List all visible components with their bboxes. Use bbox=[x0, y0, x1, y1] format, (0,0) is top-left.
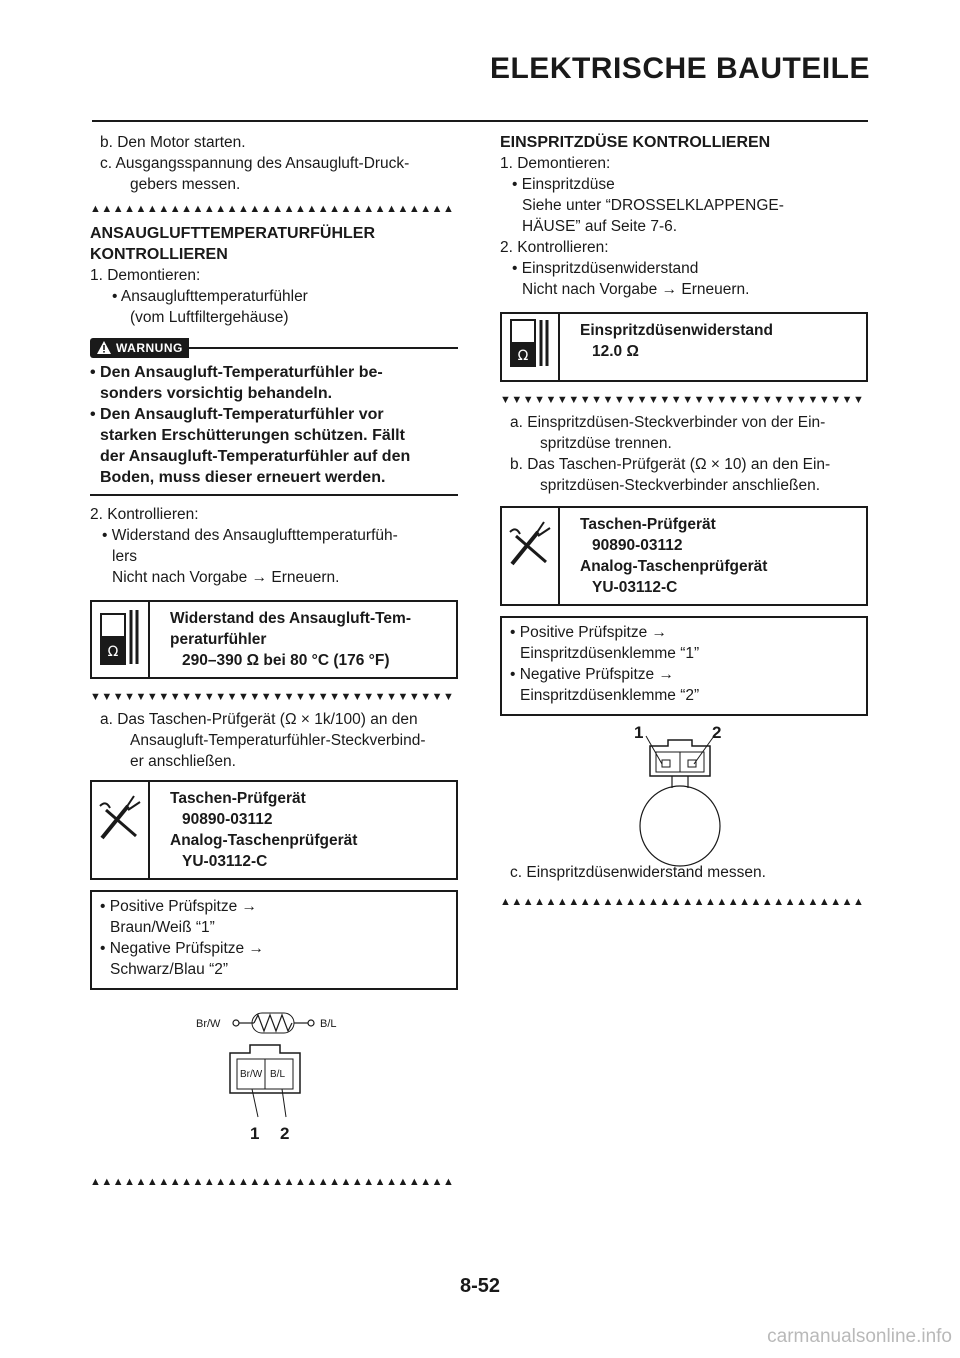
warning-header bbox=[90, 338, 458, 358]
callout-1: 1 bbox=[250, 1124, 260, 1143]
tool-1-name: Taschen-Prüfgerät bbox=[580, 516, 716, 533]
procedure-start-marker: ▼▼▼▼▼▼▼▼▼▼▼▼▼▼▼▼▼▼▼▼▼▼▼▼▼▼▼▼▼▼▼▼ bbox=[500, 394, 865, 406]
probe-negative: • Negative Prüfspitze → bbox=[510, 666, 674, 683]
pin-label-brw: Br/W bbox=[240, 1069, 263, 1080]
multimeter-icon bbox=[92, 602, 150, 677]
right-step-b: b. Das Taschen-Prüfgerät (Ω × 10) an den Ein- bbox=[510, 456, 831, 473]
right-step-2-bullet-cont: Nicht nach Vorgabe → Erneuern. bbox=[522, 281, 750, 298]
left-column bbox=[90, 132, 458, 996]
probe-positive-target: Einspritzdüsenklemme “1” bbox=[520, 645, 700, 662]
probe-box-right bbox=[500, 616, 868, 716]
page-header-title: ELEKTRISCHE BAUTEILE bbox=[489, 52, 870, 85]
spec-value: 290–390 Ω bei 80 °C (176 °F) bbox=[182, 652, 390, 669]
step-2-bullet-cont: lers bbox=[112, 548, 137, 565]
right-step-2: 2. Kontrollieren: bbox=[500, 239, 609, 256]
probe-negative-target: Einspritzdüsenklemme “2” bbox=[520, 687, 700, 704]
probe-negative-target: Schwarz/Blau “2” bbox=[110, 961, 229, 978]
tool-1-name: Taschen-Prüfgerät bbox=[170, 790, 306, 807]
watermark: carmanualsonline.info bbox=[767, 1326, 952, 1347]
spec-title: Einspritzdüsenwiderstand bbox=[580, 322, 773, 339]
step-a: a. Das Taschen-Prüfgerät (Ω × 1k/100) an den bbox=[100, 711, 418, 728]
warning-item-2: • Den Ansaugluft-Temperaturfühler vor bbox=[90, 406, 384, 423]
step-1-bullet-cont: (vom Luftfiltergehäuse) bbox=[130, 309, 289, 326]
procedure-end-marker: ▲▲▲▲▲▲▲▲▲▲▲▲▲▲▲▲▲▲▲▲▲▲▲▲▲▲▲▲▲▲▲▲ bbox=[90, 203, 455, 215]
spec-title: Widerstand des Ansaugluft-Tem- bbox=[170, 610, 411, 627]
wrench-screwdriver-icon bbox=[502, 508, 560, 604]
step-2: 2. Kontrollieren: bbox=[90, 506, 199, 523]
right-step-1-bullet: • Einspritzdüse bbox=[512, 176, 615, 193]
warning-item-2-cont3: Boden, muss dieser erneuert werden. bbox=[100, 469, 386, 486]
probe-box bbox=[90, 890, 458, 990]
step-b: b. Den Motor starten. bbox=[100, 134, 246, 151]
warning-triangle-icon bbox=[96, 340, 112, 361]
svg-text:Ω: Ω bbox=[107, 644, 119, 660]
tool-box bbox=[90, 780, 458, 880]
right-step-a-cont: spritzdüse trennen. bbox=[540, 435, 672, 452]
procedure-end-marker-2: ▲▲▲▲▲▲▲▲▲▲▲▲▲▲▲▲▲▲▲▲▲▲▲▲▲▲▲▲▲▲▲▲ bbox=[90, 1176, 455, 1188]
right-step-1-ref: Siehe unter “DROSSELKLAPPENGE- bbox=[522, 197, 784, 214]
right-column bbox=[500, 132, 868, 722]
step-a-cont1: Ansaugluft-Temperaturfühler-Steckverbind- bbox=[130, 732, 426, 749]
svg-text:Ω: Ω bbox=[517, 348, 529, 364]
right-step-1-ref-cont: HÄUSE” auf Seite 7-6. bbox=[522, 218, 678, 235]
callout-1: 1 bbox=[634, 723, 644, 742]
warning-item-2-cont1: starken Erschütterungen schützen. Fällt bbox=[100, 427, 405, 444]
pin-label-bl: B/L bbox=[270, 1069, 286, 1080]
procedure-end-marker-right: ▲▲▲▲▲▲▲▲▲▲▲▲▲▲▲▲▲▲▲▲▲▲▲▲▲▲▲▲▲▲▲▲ bbox=[500, 896, 865, 908]
page-number: 8-52 bbox=[459, 1275, 501, 1297]
probe-positive-target: Braun/Weiß “1” bbox=[110, 919, 215, 936]
right-step-1: 1. Demontieren: bbox=[500, 155, 611, 172]
warning-label: WARNUNG bbox=[116, 341, 183, 355]
callout-2: 2 bbox=[712, 723, 722, 742]
procedure-start-marker: ▼▼▼▼▼▼▼▼▼▼▼▼▼▼▼▼▼▼▼▼▼▼▼▼▼▼▼▼▼▼▼▼ bbox=[90, 691, 455, 703]
right-step-c: c. Einspritzdüsenwiderstand messen. bbox=[510, 864, 766, 881]
spec-value: 12.0 Ω bbox=[592, 343, 639, 360]
step-2-bullet: • Widerstand des Ansauglufttemperaturfüh- bbox=[102, 527, 398, 544]
step-1-bullet: • Ansauglufttemperaturfühler bbox=[112, 288, 308, 305]
tool-2-number: YU-03112-C bbox=[182, 853, 268, 870]
warning-badge bbox=[90, 338, 189, 358]
warning-item-1: • Den Ansaugluft-Temperaturfühler be- bbox=[90, 364, 383, 381]
tool-2-name: Analog-Taschenprüfgerät bbox=[580, 558, 768, 575]
wire-label-bl: B/L bbox=[320, 1018, 337, 1030]
warning-top-rule bbox=[189, 347, 458, 349]
tool-box-right bbox=[500, 506, 868, 606]
probe-positive: • Positive Prüfspitze → bbox=[510, 624, 668, 641]
spec-box-intake-temp bbox=[90, 600, 458, 679]
right-step-b-cont: spritzdüsen-Steckverbinder anschließen. bbox=[540, 477, 820, 494]
warning-item-2-cont2: der Ansaugluft-Temperaturfühler auf den bbox=[100, 448, 411, 465]
warning-item-1-cont: sonders vorsichtig behandeln. bbox=[100, 385, 333, 402]
warning-bottom-rule bbox=[90, 494, 458, 496]
wrench-screwdriver-icon bbox=[92, 782, 150, 878]
section-heading-line1: ANSAUGLUFTTEMPERATURFÜHLER bbox=[90, 225, 376, 242]
sensor-connector-diagram bbox=[190, 1005, 370, 1150]
probe-negative: • Negative Prüfspitze → bbox=[100, 940, 264, 957]
injector-connector-diagram bbox=[620, 720, 740, 870]
section-heading-line2: KONTROLLIEREN bbox=[90, 246, 228, 263]
spec-title-cont: peraturfühler bbox=[170, 631, 267, 648]
probe-positive: • Positive Prüfspitze → bbox=[100, 898, 258, 915]
section-heading-injector: EINSPRITZDÜSE KONTROLLIEREN bbox=[500, 134, 771, 151]
step-c-cont: gebers messen. bbox=[130, 176, 241, 193]
wire-label-brw: Br/W bbox=[196, 1018, 221, 1030]
tool-1-number: 90890-03112 bbox=[592, 537, 683, 554]
step-c: c. Ausgangsspannung des Ansaugluft-Druck- bbox=[100, 155, 410, 172]
callout-2: 2 bbox=[280, 1124, 290, 1143]
spec-box-injector bbox=[500, 312, 868, 382]
tool-1-number: 90890-03112 bbox=[182, 811, 273, 828]
step-a-cont2: er anschließen. bbox=[130, 753, 236, 770]
step-2-bullet-cont2: Nicht nach Vorgabe → Erneuern. bbox=[112, 569, 340, 586]
resistor-symbol bbox=[254, 1015, 292, 1031]
step-1: 1. Demontieren: bbox=[90, 267, 201, 284]
injector-body bbox=[640, 786, 720, 866]
tool-2-name: Analog-Taschenprüfgerät bbox=[170, 832, 358, 849]
header-rule bbox=[92, 120, 868, 122]
right-step-a: a. Einspritzdüsen-Steckverbinder von der Ein- bbox=[510, 414, 826, 431]
tool-2-number: YU-03112-C bbox=[592, 579, 678, 596]
right-step-2-bullet: • Einspritzdüsenwiderstand bbox=[512, 260, 699, 277]
multimeter-icon bbox=[502, 314, 560, 380]
